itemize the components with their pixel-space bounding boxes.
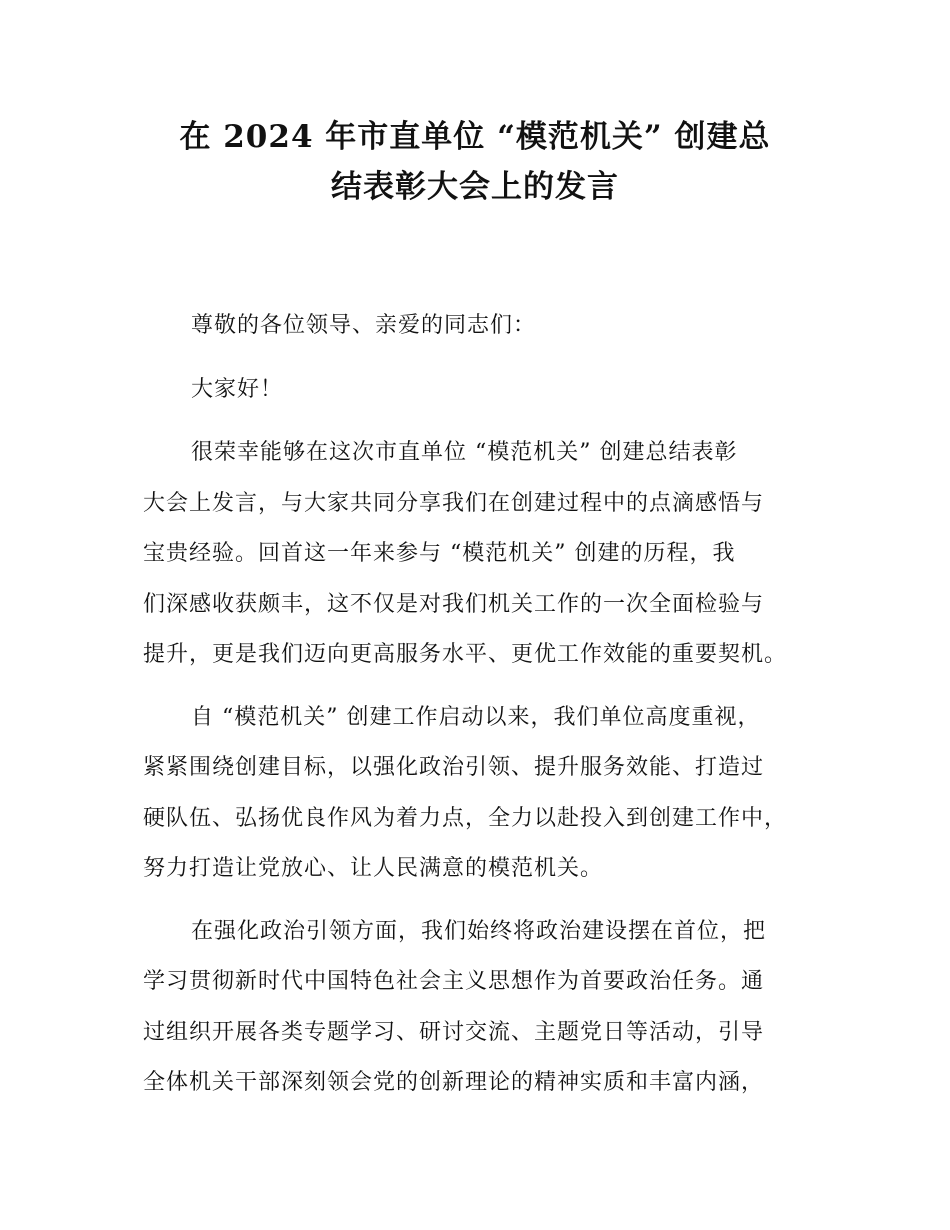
paragraph-line: 很荣幸能够在这次市直单位 “模范机关” 创建总结表彰 <box>191 440 738 465</box>
paragraph-line: 大会上发言，与大家共同分享我们在创建过程中的点滴感悟与 <box>143 491 765 516</box>
paragraph-line: 在强化政治引领方面，我们始终将政治建设摆在首位，把 <box>191 919 767 944</box>
paragraph-line: 提升，更是我们迈向更高服务水平、更优工作效能的重要契机。 <box>143 642 788 667</box>
paragraph-line: 硬队伍、弘扬优良作风为着力点，全力以赴投入到创建工作中， <box>143 806 788 831</box>
document-title-line-2: 结表彰大会上的发言 <box>331 169 619 205</box>
paragraph-line: 自 “模范机关” 创建工作启动以来，我们单位高度重视， <box>191 705 761 730</box>
paragraph-line: 全体机关干部深刻领会党的创新理论的精神实质和丰富内涵， <box>143 1070 765 1095</box>
paragraph-line: 紧紧围绕创建目标，以强化政治引领、提升服务效能、打造过 <box>143 755 765 780</box>
paragraph-line: 学习贯彻新时代中国特色社会主义思想作为首要政治任务。通 <box>143 969 765 994</box>
document-title-line-1: 在 2024 年市直单位 “模范机关” 创建总 <box>179 119 771 155</box>
paragraph-line: 努力打造让党放心、让人民满意的模范机关。 <box>143 856 604 881</box>
salutation: 尊敬的各位领导、亲爱的同志们： <box>191 313 537 338</box>
paragraph-line: 宝贵经验。回首这一年来参与 “模范机关” 创建的历程，我 <box>143 541 736 566</box>
paragraph-line: 们深感收获颇丰，这不仅是对我们机关工作的一次全面检验与 <box>143 592 765 617</box>
greeting: 大家好！ <box>191 377 284 402</box>
paragraph-line: 过组织开展各类专题学习、研讨交流、主题党日等活动，引导 <box>143 1020 765 1045</box>
